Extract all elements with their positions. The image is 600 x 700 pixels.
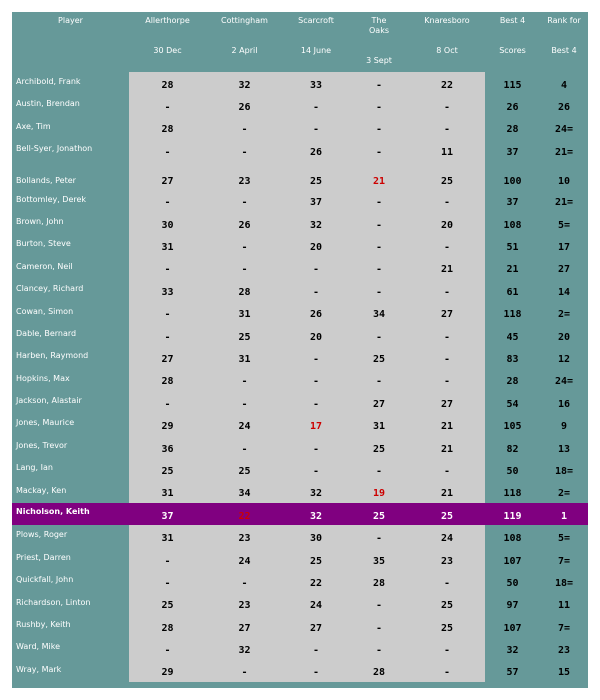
header-venue-cottingham: Cottingham [221,16,268,25]
best4-total: 119 [485,503,540,525]
player-name: Brown, John [16,216,64,226]
venue-score: - [349,369,409,391]
venue-score: - [349,72,409,94]
venue-score: 25 [283,548,349,570]
best4-total: 100 [485,162,540,190]
venue-score: 27 [129,346,206,368]
venue-score: - [206,234,283,256]
rank: 2= [540,302,588,324]
venue-score: - [409,570,485,592]
player-name: Cameron, Neil [16,261,73,271]
table-row [12,234,588,256]
player-name: Archibold, Frank [16,77,81,86]
table-row [12,570,588,592]
header-best4: Best 4 [499,16,526,25]
venue-score: - [349,257,409,279]
venue-score: - [129,257,206,279]
venue-score: 21 [409,481,485,503]
venue-score: - [283,117,349,139]
best4-total: 108 [485,212,540,234]
venue-score: 32 [283,481,349,503]
venue-score: 27 [409,391,485,413]
venue-score: - [283,660,349,682]
venue-score: 26 [206,212,283,234]
venue-score: 27 [349,391,409,413]
venue-score: - [283,346,349,368]
venue-score: 37 [129,503,206,525]
best4-total: 57 [485,660,540,682]
venue-score: - [283,436,349,458]
best4-total: 118 [485,302,540,324]
table-row [12,481,588,503]
venue-score: 29 [129,413,206,435]
venue-score: 27 [283,615,349,637]
best4-total: 32 [485,637,540,659]
venue-score: - [129,391,206,413]
header-best4-scores: Scores [499,46,526,55]
player-name: Jones, Trevor [16,440,68,450]
player-name: Burton, Steve [16,239,71,249]
rank: 13 [540,436,588,458]
header-date-scarcroft: 14 June [300,46,332,55]
best4-total: 61 [485,279,540,301]
venue-score: - [349,117,409,139]
player-name: Hopkins, Max [16,373,70,383]
rank: 26 [540,94,588,116]
venue-score: - [283,391,349,413]
venue-score: - [206,391,283,413]
venue-score: 22 [206,503,283,525]
rank: 24= [540,369,588,391]
rank: 5= [540,525,588,547]
venue-score: 25 [206,458,283,480]
venue-score: 25 [409,593,485,615]
player-name: Bottomley, Derek [16,194,87,204]
venue-score: 24 [206,548,283,570]
table-row [12,413,588,435]
venue-score: 33 [129,279,206,301]
best4-total: 107 [485,615,540,637]
venue-score: - [283,637,349,659]
player-name: Mackay, Ken [16,485,67,495]
venue-score: - [349,139,409,161]
header-row-dates [12,46,588,72]
venue-score: - [206,570,283,592]
venue-score: 28 [349,570,409,592]
player-name: Jones, Maurice [16,418,75,428]
table-row [12,139,588,161]
venue-score: 34 [349,302,409,324]
results-table [12,12,588,682]
rank: 20 [540,324,588,346]
venue-score: - [206,139,283,161]
venue-score: 25 [409,615,485,637]
table-row [12,72,588,94]
venue-score: 31 [206,302,283,324]
rank: 18= [540,458,588,480]
venue-score: 31 [129,481,206,503]
venue-score: 30 [283,525,349,547]
venue-score: 31 [129,234,206,256]
venue-score: 31 [129,525,206,547]
player-name: Quickfall, John [16,575,74,585]
venue-score: 23 [206,162,283,190]
best4-total: 26 [485,94,540,116]
venue-score: - [349,593,409,615]
venue-score: 21 [409,436,485,458]
player-name: Dable, Bernard [16,328,77,338]
player-name: Bell-Syer, Jonathon [16,144,93,154]
rank: 17 [540,234,588,256]
venue-score: - [283,279,349,301]
venue-score: - [206,369,283,391]
venue-score: 25 [283,162,349,190]
table-row [12,458,588,480]
venue-score: 30 [129,212,206,234]
best4-total: 28 [485,369,540,391]
venue-score: - [283,94,349,116]
table-row [12,94,588,116]
venue-score: 20 [283,324,349,346]
header-row-venues [12,12,588,46]
rank: 24= [540,117,588,139]
best4-total: 28 [485,117,540,139]
best4-total: 50 [485,570,540,592]
venue-score: - [206,436,283,458]
table-row [12,548,588,570]
venue-score: 31 [349,413,409,435]
venue-score: 25 [349,346,409,368]
venue-score: 26 [283,302,349,324]
venue-score: 28 [349,660,409,682]
venue-score: - [129,637,206,659]
rank: 27 [540,257,588,279]
player-name: Lang, Ian [16,463,53,473]
table-row [12,660,588,682]
best4-total: 37 [485,190,540,212]
best4-total: 82 [485,436,540,458]
venue-score: - [349,637,409,659]
rank: 21= [540,190,588,212]
table-body [12,72,588,682]
venue-score: 25 [129,458,206,480]
venue-score: 24 [283,593,349,615]
venue-score: - [349,279,409,301]
venue-score: - [129,324,206,346]
player-name: Ward, Mike [16,642,61,652]
venue-score: 32 [283,503,349,525]
header-rank-best4: Best 4 [551,46,577,55]
venue-score: - [409,637,485,659]
venue-score: 20 [283,234,349,256]
venue-score: - [206,660,283,682]
venue-score: 17 [283,413,349,435]
table-row [12,525,588,547]
player-name: Clancey, Richard [16,284,84,294]
venue-score: - [349,234,409,256]
venue-score: 21 [349,162,409,190]
table-row [12,615,588,637]
venue-score: - [409,324,485,346]
header-venue-the-oaks [349,12,409,46]
rank: 7= [540,615,588,637]
rank: 11 [540,593,588,615]
header-venue-the-oaks-label: The Oaks [369,16,389,35]
table-row [12,637,588,659]
venue-score: - [349,615,409,637]
venue-score: 28 [129,369,206,391]
venue-score: 33 [283,72,349,94]
best4-total: 107 [485,548,540,570]
venue-score: 31 [206,346,283,368]
table-header [12,12,588,72]
best4-total: 21 [485,257,540,279]
best4-total: 105 [485,413,540,435]
venue-score: 29 [129,660,206,682]
venue-score: 32 [206,72,283,94]
player-name: Plows, Roger [16,530,68,540]
venue-score: 23 [206,525,283,547]
rank: 9 [540,413,588,435]
best4-total: 45 [485,324,540,346]
venue-score: 28 [206,279,283,301]
venue-score: - [409,369,485,391]
venue-score: - [409,234,485,256]
venue-score: 25 [129,593,206,615]
best4-total: 50 [485,458,540,480]
rank: 10 [540,162,588,190]
venue-score: 25 [409,503,485,525]
venue-score: - [283,458,349,480]
venue-score: 25 [206,324,283,346]
rank: 1 [540,503,588,525]
venue-score: 21 [409,257,485,279]
table-row [12,162,588,190]
venue-score: 11 [409,139,485,161]
venue-score: - [129,94,206,116]
venue-score: - [283,257,349,279]
venue-score: 25 [409,162,485,190]
header-blank [12,46,129,72]
venue-score: 32 [283,212,349,234]
rank: 2= [540,481,588,503]
venue-score: 26 [283,139,349,161]
results-table-panel [12,12,588,688]
player-name: Austin, Brendan [16,99,80,109]
best4-total: 37 [485,139,540,161]
table-row [12,324,588,346]
best4-total: 118 [485,481,540,503]
venue-score: 28 [129,72,206,94]
venue-score: - [129,190,206,212]
best4-total: 51 [485,234,540,256]
table-row [12,436,588,458]
rank: 18= [540,570,588,592]
player-name: Priest, Darren [16,552,71,562]
venue-score: - [349,190,409,212]
venue-score: 27 [206,615,283,637]
venue-score: 23 [409,548,485,570]
venue-score: - [129,139,206,161]
table-row [12,257,588,279]
venue-score: 21 [409,413,485,435]
venue-score: 19 [349,481,409,503]
player-name: Richardson, Linton [16,597,91,607]
venue-score: - [206,257,283,279]
venue-score: 27 [409,302,485,324]
venue-score: 24 [206,413,283,435]
venue-score: 28 [129,117,206,139]
table-row [12,391,588,413]
header-player: Player [58,16,83,25]
venue-score: - [206,117,283,139]
player-name: Bollands, Peter [16,175,76,185]
best4-total: 54 [485,391,540,413]
best4-total: 115 [485,72,540,94]
rank: 16 [540,391,588,413]
venue-score: 22 [409,72,485,94]
venue-score: 23 [206,593,283,615]
venue-score: - [409,346,485,368]
venue-score: - [409,117,485,139]
header-date-the-oaks: 3 Sept [366,56,392,65]
player-name: Axe, Tim [16,121,51,131]
table-row [12,593,588,615]
venue-score: - [409,190,485,212]
venue-score: 34 [206,481,283,503]
venue-score: 25 [349,436,409,458]
table-row [12,369,588,391]
player-name: Harben, Raymond [16,351,89,361]
best4-total: 108 [485,525,540,547]
venue-score: 32 [206,637,283,659]
venue-score: - [206,190,283,212]
venue-score: - [349,94,409,116]
venue-score: 28 [129,615,206,637]
venue-score: - [409,458,485,480]
venue-score: 24 [409,525,485,547]
table-row [12,302,588,324]
venue-score: 37 [283,190,349,212]
venue-score: - [409,660,485,682]
venue-score: 20 [409,212,485,234]
venue-score: 36 [129,436,206,458]
rank: 23 [540,637,588,659]
header-date-allerthorpe: 30 Dec [153,46,182,55]
venue-score: 25 [349,503,409,525]
player-name: Wray, Mark [16,664,62,674]
venue-score: 22 [283,570,349,592]
player-name: Nicholson, Keith [12,503,129,525]
player-name: Rushby, Keith [16,619,71,629]
header-rank: Rank for [547,16,581,25]
venue-score: - [349,525,409,547]
rank: 15 [540,660,588,682]
player-name: Jackson, Alastair [16,396,82,406]
table-row [12,212,588,234]
rank: 4 [540,72,588,94]
header-date-cottingham: 2 April [231,46,258,55]
venue-score: - [409,279,485,301]
header-venue-scarcroft: Scarcroft [298,16,334,25]
table-row [12,503,588,525]
rank: 12 [540,346,588,368]
rank: 5= [540,212,588,234]
venue-score: 27 [129,162,206,190]
best4-total: 83 [485,346,540,368]
table-row [12,346,588,368]
venue-score: - [129,548,206,570]
table-row [12,190,588,212]
venue-score: - [349,212,409,234]
rank: 14 [540,279,588,301]
player-name: Cowan, Simon [16,306,74,316]
rank: 7= [540,548,588,570]
table-row [12,117,588,139]
venue-score: - [349,324,409,346]
header-date-knaresboro: 8 Oct [436,46,458,55]
venue-score: 26 [206,94,283,116]
best4-total: 97 [485,593,540,615]
header-venue-allerthorpe: Allerthorpe [145,16,190,25]
venue-score: - [349,458,409,480]
header-venue-knaresboro: Knaresboro [424,16,470,25]
venue-score: - [129,570,206,592]
venue-score: - [409,94,485,116]
table-row [12,279,588,301]
venue-score: - [129,302,206,324]
venue-score: - [283,369,349,391]
venue-score: 35 [349,548,409,570]
rank: 21= [540,139,588,161]
